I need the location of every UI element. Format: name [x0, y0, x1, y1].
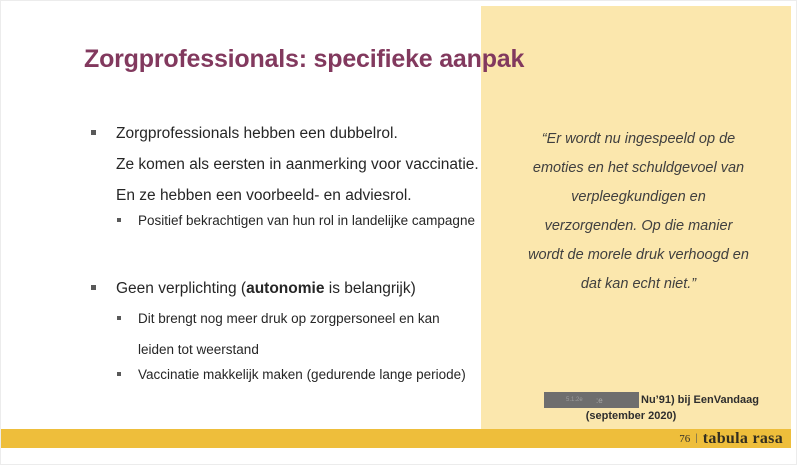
redaction-code: :e [596, 396, 603, 405]
quote-attribution [544, 392, 759, 408]
quote-block [506, 125, 771, 299]
bullet-item [91, 125, 398, 143]
bullet-square-icon [117, 218, 121, 222]
quote-line: emoties en het schuldgevoel van [532, 160, 745, 176]
quote-line: verpleegkundigen en [571, 189, 706, 205]
footer-bar [1, 429, 791, 448]
bullet-square-icon [117, 316, 121, 320]
sub-bullet-text: Positief bekrachtigen van hun rol in landelijke campagne [138, 213, 475, 228]
sub-bullet-item [117, 367, 466, 382]
bullet-item [91, 280, 416, 298]
brand-name: tabula rasa [702, 429, 783, 447]
redaction-code: 5.1.2e [566, 397, 583, 403]
sub-bullet-item [117, 213, 475, 228]
bullet-square-icon [91, 130, 96, 135]
page-number: 76 [679, 432, 691, 445]
bullet-square-icon [117, 372, 121, 376]
bullet-square-icon [91, 285, 96, 290]
quote-line: verzorgenden. Op die manier [544, 218, 733, 234]
sub-bullet-item [117, 311, 440, 326]
quote-line: “Er wordt nu ingespeeld op de [541, 131, 736, 147]
quote-line: wordt de morele druk verhoogd en [528, 247, 749, 263]
attribution-text: Nu’91) bij EenVandaag [641, 394, 759, 406]
bullet-text-bold: autonomie [246, 280, 325, 297]
bullet-text-continued: En ze hebben een voorbeeld- en adviesrol. [116, 187, 412, 204]
sub-bullet-text: Dit brengt nog meer druk op zorgpersoneel en kan [138, 311, 440, 326]
attribution-date: (september 2020) [585, 410, 677, 422]
bullet-text: Zorgprofessionals hebben een dubbelrol. [116, 125, 398, 142]
redaction-bar [544, 392, 639, 408]
sub-bullet-text-continued: leiden tot weerstand [138, 342, 259, 357]
bullet-text: is belangrijk) [324, 280, 416, 297]
sub-bullet-text: Vaccinatie makkelijk maken (gedurende lange periode) [138, 367, 466, 382]
bullet-text: Geen verplichting ( [116, 280, 247, 297]
slide-title: Zorgprofessionals: specifieke aanpak [84, 45, 525, 73]
quote-line: dat kan echt niet.” [580, 276, 697, 292]
footer-separator: | [695, 433, 698, 444]
bullet-text-continued: Ze komen als eersten in aanmerking voor vaccinatie. [116, 156, 479, 173]
